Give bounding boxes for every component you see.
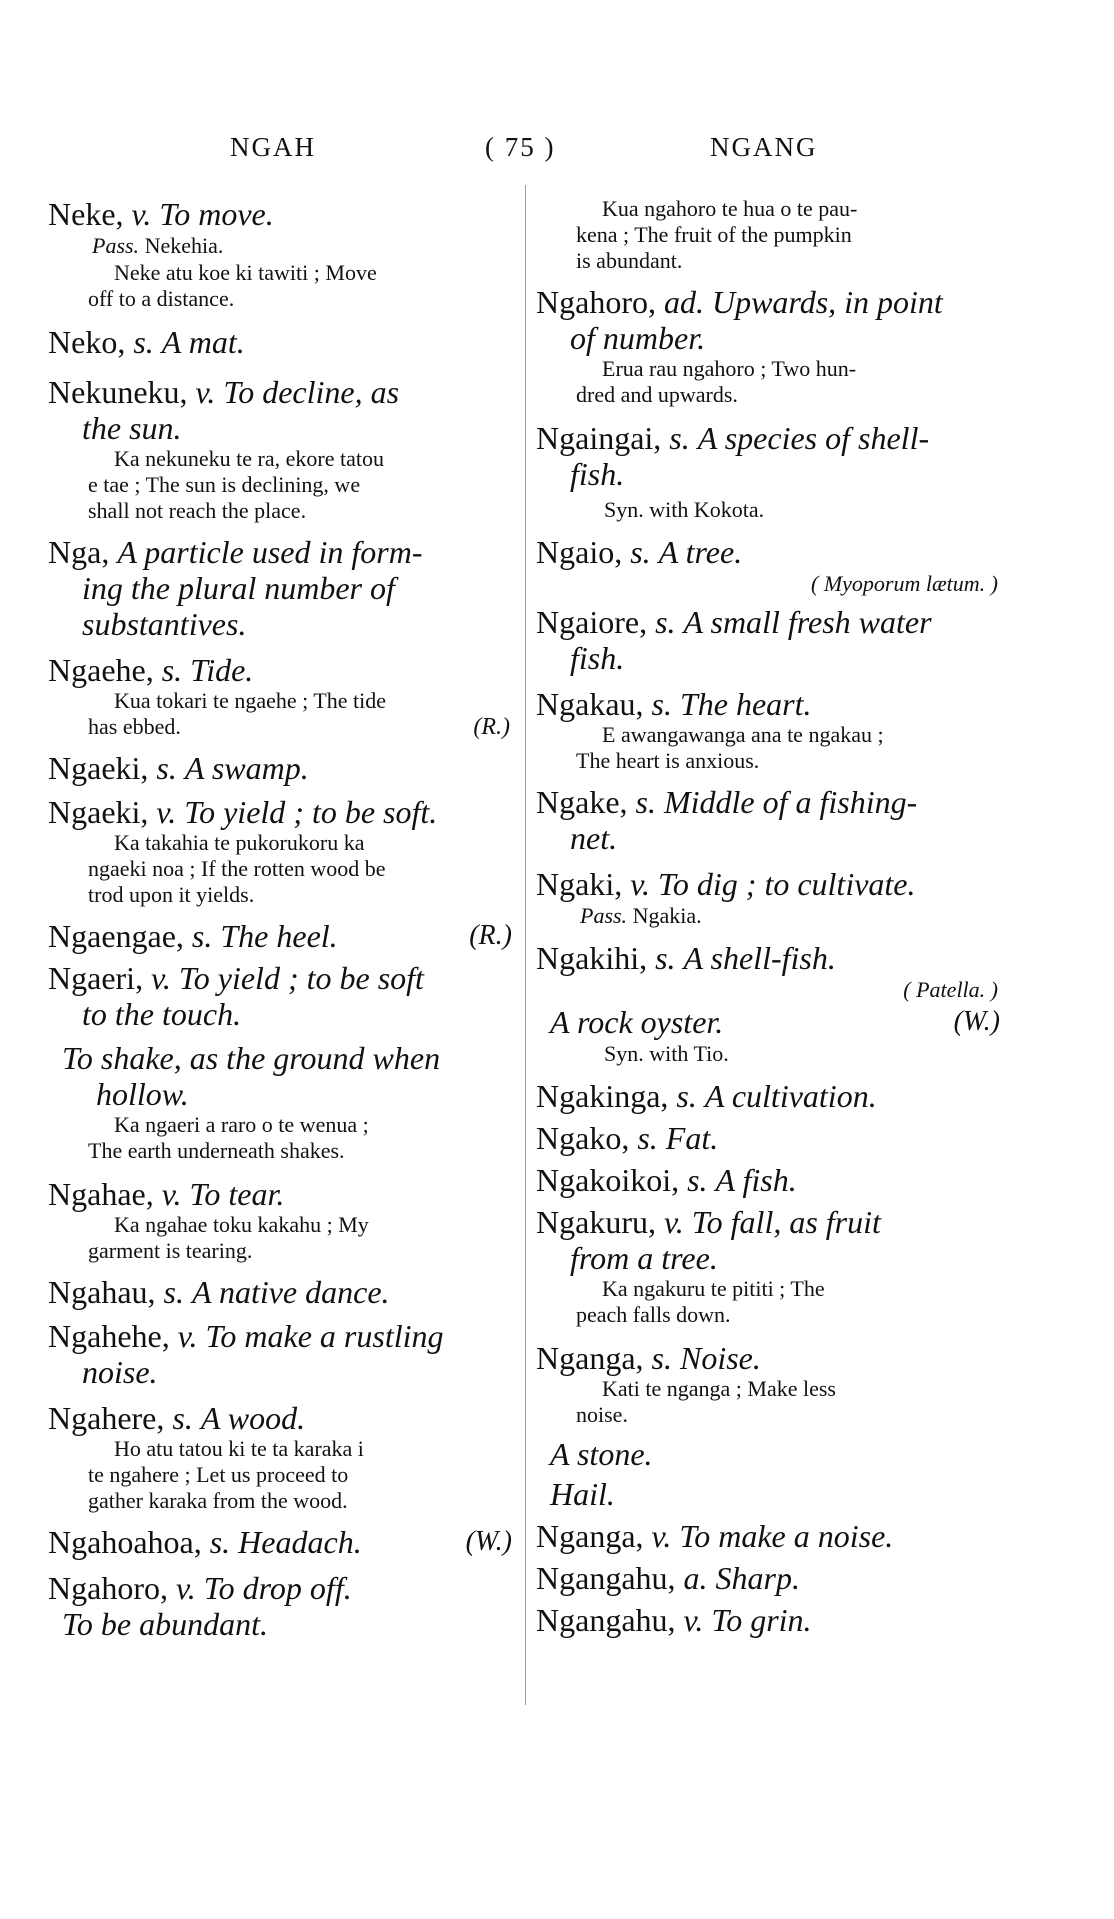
page-number: ( 75 ) xyxy=(485,132,556,162)
example-line: Erua rau ngahoro ; Two hun- xyxy=(602,356,857,381)
source-tag: (W.) xyxy=(953,1006,1000,1037)
definition: To decline, as xyxy=(223,374,400,410)
source-tag: (W.) xyxy=(465,1526,512,1557)
entry xyxy=(536,1078,1006,1114)
headword: Ngako, xyxy=(536,1120,630,1156)
definition: A swamp. xyxy=(184,750,309,786)
definition-continued: noise. xyxy=(82,1354,158,1390)
example-line: Ka nekuneku te ra, ekore tatou xyxy=(114,446,384,471)
definition: The heart. xyxy=(679,686,812,722)
definition: A native dance. xyxy=(191,1274,390,1310)
definition-continued: fish. xyxy=(570,456,625,492)
grammar-tag: v. xyxy=(177,1318,198,1354)
definition: To yield ; to be soft xyxy=(178,960,424,996)
entry xyxy=(48,1274,518,1310)
headword-line xyxy=(48,960,518,996)
example-line xyxy=(48,714,518,740)
definition: To yield ; to be soft. xyxy=(184,794,438,830)
example-line: Ho atu tatou ki te ta karaka i xyxy=(114,1436,364,1461)
right-column xyxy=(536,196,1006,1644)
entry xyxy=(48,1524,518,1560)
grammar-tag: s. xyxy=(651,686,672,722)
grammar-tag: s. xyxy=(172,1400,193,1436)
headword: Ngaio, xyxy=(536,534,623,570)
headword-line xyxy=(536,866,1006,902)
headword-line xyxy=(536,940,1006,976)
example-line: garment is tearing. xyxy=(88,1238,253,1263)
definition: Noise. xyxy=(679,1340,761,1376)
grammar-tag: s. xyxy=(156,750,177,786)
example-line: Kati te nganga ; Make less xyxy=(602,1376,836,1401)
grammar-tag: s. xyxy=(209,1524,231,1560)
passive-label: Pass. xyxy=(92,233,140,258)
grammar-tag: v. xyxy=(175,1570,196,1606)
definition-continued: to the touch. xyxy=(82,996,242,1032)
definition-continued: the sun. xyxy=(82,410,182,446)
grammar-tag: s. xyxy=(687,1162,708,1198)
definition: A particle used in form- xyxy=(117,534,423,570)
headword-line xyxy=(536,534,1006,570)
example-line: e tae ; The sun is declining, we xyxy=(88,472,361,497)
definition-continued: hollow. xyxy=(96,1076,189,1112)
definition: A tree. xyxy=(658,534,743,570)
definition: A wood. xyxy=(200,1400,306,1436)
sub-definition xyxy=(536,1004,1006,1040)
definition: A mat. xyxy=(161,324,245,360)
entry xyxy=(536,1204,1006,1328)
grammar-tag: s. xyxy=(161,652,183,688)
headword: Ngahau, xyxy=(48,1274,156,1310)
definition: The heel. xyxy=(220,918,338,954)
example-line: trod upon it yields. xyxy=(88,882,255,907)
entry xyxy=(536,420,1006,524)
grammar-tag: s. xyxy=(655,940,676,976)
definition: To make a rustling xyxy=(205,1318,444,1354)
grammar-tag: v. xyxy=(151,960,171,996)
definition-continued: fish. xyxy=(570,640,625,676)
entry xyxy=(48,750,518,786)
headword: Ngahoahoa, xyxy=(48,1524,202,1560)
headword: Ngaeki, xyxy=(48,750,149,786)
entry xyxy=(48,324,518,360)
headword: Ngakinga, xyxy=(536,1078,669,1114)
example-line: Ka ngaeri a raro o te wenua ; xyxy=(114,1112,369,1137)
definition: To dig ; to cultivate. xyxy=(658,866,916,902)
entry xyxy=(48,794,518,908)
definition: Sharp. xyxy=(715,1560,800,1596)
example-line: kena ; The fruit of the pumpkin xyxy=(576,222,852,247)
entry xyxy=(536,866,1006,930)
synonym-line: Syn. with Kokota. xyxy=(604,497,765,522)
headword-line xyxy=(536,1204,1006,1240)
source-tag: (R.) xyxy=(469,920,512,951)
definition: Upwards, in point xyxy=(711,284,943,320)
headword: Nekuneku, xyxy=(48,374,188,410)
grammar-tag: s. xyxy=(651,1340,672,1376)
page-header xyxy=(200,132,840,172)
headword-line xyxy=(48,324,518,360)
headword: Nga, xyxy=(48,534,110,570)
entry xyxy=(48,374,518,524)
example-line: off to a distance. xyxy=(88,286,235,311)
headword-line xyxy=(48,534,518,570)
passive-word: Ngakia. xyxy=(632,903,702,928)
example-line: The earth underneath shakes. xyxy=(88,1138,345,1163)
grammar-tag: v. xyxy=(651,1518,672,1554)
headword: Ngahoro, xyxy=(48,1570,168,1606)
entry xyxy=(48,652,518,740)
definition: A small fresh water xyxy=(683,604,932,640)
grammar-tag: v. xyxy=(683,1602,704,1638)
example-line: dred and upwards. xyxy=(576,382,738,407)
entry xyxy=(48,1176,518,1264)
headword: Ngakau, xyxy=(536,686,644,722)
entry xyxy=(48,1318,518,1390)
entry xyxy=(536,534,1006,598)
definition-continued: ing the plural number of xyxy=(82,570,395,606)
definition-continued: net. xyxy=(570,820,618,856)
grammar-tag: s. xyxy=(637,1120,658,1156)
definition: A fish. xyxy=(715,1162,797,1198)
grammar-tag: s. xyxy=(669,420,690,456)
passive-word: Nekehia. xyxy=(144,233,224,258)
example-line: Neke atu koe ki tawiti ; Move xyxy=(114,260,377,285)
headword: Ngaeri, xyxy=(48,960,144,996)
grammar-tag: s. xyxy=(163,1274,184,1310)
headword: Ngaeki, xyxy=(48,794,149,830)
grammar-tag: s. xyxy=(676,1078,697,1114)
grammar-tag: v. xyxy=(156,794,177,830)
headword-line xyxy=(48,1524,518,1560)
example-line: Ka ngakuru te pititi ; The xyxy=(602,1276,825,1301)
headword: Ngaengae, xyxy=(48,918,184,954)
grammar-tag: v. xyxy=(195,374,216,410)
headword: Ngaingai, xyxy=(536,420,662,456)
grammar-tag: s. xyxy=(635,784,656,820)
sub-definition: Hail. xyxy=(550,1476,615,1512)
definition: A cultivation. xyxy=(704,1078,877,1114)
headword-line xyxy=(536,1518,1006,1554)
headword-line xyxy=(536,420,1006,456)
headword: Ngakuru, xyxy=(536,1204,656,1240)
sub-definition-text: A rock oyster. xyxy=(550,1004,724,1040)
headword: Nganga, xyxy=(536,1518,644,1554)
example-line: gather karaka from the wood. xyxy=(88,1488,348,1513)
grammar-tag: s. xyxy=(630,534,651,570)
grammar-tag: a. xyxy=(683,1560,708,1596)
definition-continued: from a tree. xyxy=(570,1240,718,1276)
example-line: The heart is anxious. xyxy=(576,748,760,773)
entry xyxy=(536,1560,1006,1596)
definition: A shell-fish. xyxy=(683,940,836,976)
headword-line xyxy=(536,604,1006,640)
grammar-tag: s. xyxy=(655,604,676,640)
headword: Ngake, xyxy=(536,784,628,820)
headword-line xyxy=(48,794,518,830)
definition: To fall, as fruit xyxy=(691,1204,881,1240)
headword: Ngangahu, xyxy=(536,1602,676,1638)
grammar-tag: s. xyxy=(133,324,154,360)
example-line: E awangawanga ana te ngakau ; xyxy=(602,722,884,747)
headword: Ngakoikoi, xyxy=(536,1162,680,1198)
example-line: is abundant. xyxy=(576,248,683,273)
example-text: has ebbed. xyxy=(88,714,181,739)
headword-line xyxy=(536,1340,1006,1376)
headword: Nganga, xyxy=(536,1340,644,1376)
headword-line xyxy=(48,1176,518,1212)
headword-line xyxy=(536,284,1006,320)
entry xyxy=(536,1120,1006,1156)
scientific-name: ( Patella. ) xyxy=(903,977,998,1002)
headword-line xyxy=(48,918,518,954)
definition: Tide. xyxy=(190,652,254,688)
scientific-name: ( Myoporum lætum. ) xyxy=(811,571,998,596)
entry xyxy=(48,534,518,642)
headword-line xyxy=(536,1602,1006,1638)
left-column xyxy=(48,196,518,1648)
grammar-tag: ad. xyxy=(663,284,704,320)
definition: Headach. xyxy=(238,1524,362,1560)
headword-line xyxy=(48,1570,518,1606)
headword-line xyxy=(48,196,518,232)
example-line: noise. xyxy=(576,1402,628,1427)
definition: Fat. xyxy=(665,1120,719,1156)
headword: Ngaiore, xyxy=(536,604,648,640)
headword-line xyxy=(48,652,518,688)
definition: To move. xyxy=(159,196,274,232)
headword: Neke, xyxy=(48,196,124,232)
grammar-tag: v. xyxy=(161,1176,182,1212)
entry xyxy=(536,1602,1006,1638)
grammar-tag: s. xyxy=(191,918,213,954)
definition: Middle of a fishing- xyxy=(663,784,918,820)
definition: A species of shell- xyxy=(697,420,930,456)
grammar-tag: v. xyxy=(131,196,152,232)
entry xyxy=(536,1518,1006,1554)
header-left: NGAH xyxy=(230,132,316,162)
headword: Neko, xyxy=(48,324,126,360)
entry xyxy=(536,1340,1006,1512)
headword-line xyxy=(48,750,518,786)
headword: Ngahae, xyxy=(48,1176,154,1212)
headword-line xyxy=(48,374,518,410)
entry xyxy=(536,284,1006,408)
definition: To make a noise. xyxy=(679,1518,894,1554)
definition-continued: of number. xyxy=(570,320,706,356)
entry xyxy=(536,604,1006,676)
headword: Ngaehe, xyxy=(48,652,154,688)
example-line: Ka takahia te pukorukoru ka xyxy=(114,830,365,855)
entry xyxy=(536,686,1006,774)
definition: To grin. xyxy=(711,1602,812,1638)
headword: Ngahoro, xyxy=(536,284,656,320)
passive-form xyxy=(48,232,518,260)
definition: To tear. xyxy=(189,1176,285,1212)
example-line: peach falls down. xyxy=(576,1302,731,1327)
headword-line xyxy=(48,1318,518,1354)
headword-line xyxy=(536,1162,1006,1198)
passive-label: Pass. xyxy=(580,903,628,928)
source-tag: (R.) xyxy=(473,714,510,740)
headword-line xyxy=(48,1400,518,1436)
entry xyxy=(536,1162,1006,1198)
headword: Ngaki, xyxy=(536,866,623,902)
example-line: Kua tokari te ngaehe ; The tide xyxy=(114,688,387,713)
header-right: NGANG xyxy=(710,132,818,162)
headword: Ngangahu, xyxy=(536,1560,676,1596)
entry xyxy=(48,918,518,954)
headword-line xyxy=(536,1120,1006,1156)
headword-line xyxy=(48,1274,518,1310)
entry xyxy=(536,940,1006,1068)
entry xyxy=(536,784,1006,856)
example-line: shall not reach the place. xyxy=(88,498,307,523)
entry xyxy=(48,960,518,1164)
passive-form xyxy=(536,902,1006,930)
definition: To drop off. xyxy=(203,1570,352,1606)
example-line: ngaeki noa ; If the rotten wood be xyxy=(88,856,386,881)
sub-definition: To shake, as the ground when xyxy=(62,1040,441,1076)
entry xyxy=(48,196,518,312)
entry xyxy=(48,1570,518,1642)
headword-line xyxy=(536,1560,1006,1596)
entry xyxy=(48,1400,518,1514)
headword-line xyxy=(536,784,1006,820)
example-line: Kua ngahoro te hua o te pau- xyxy=(602,196,858,221)
example-line: te ngahere ; Let us proceed to xyxy=(88,1462,349,1487)
synonym-line: Syn. with Tio. xyxy=(604,1041,729,1066)
entry-continued xyxy=(536,196,1006,274)
grammar-tag: v. xyxy=(663,1204,684,1240)
headword: Ngahehe, xyxy=(48,1318,170,1354)
sub-definition: A stone. xyxy=(550,1436,653,1472)
sub-definition: To be abundant. xyxy=(62,1606,268,1642)
column-divider xyxy=(525,185,526,1705)
headword: Ngakihi, xyxy=(536,940,648,976)
grammar-tag: v. xyxy=(630,866,651,902)
example-line: Ka ngahae toku kakahu ; My xyxy=(114,1212,369,1237)
headword: Ngahere, xyxy=(48,1400,165,1436)
headword-line xyxy=(536,1078,1006,1114)
headword-line xyxy=(536,686,1006,722)
definition-continued: substantives. xyxy=(82,606,247,642)
